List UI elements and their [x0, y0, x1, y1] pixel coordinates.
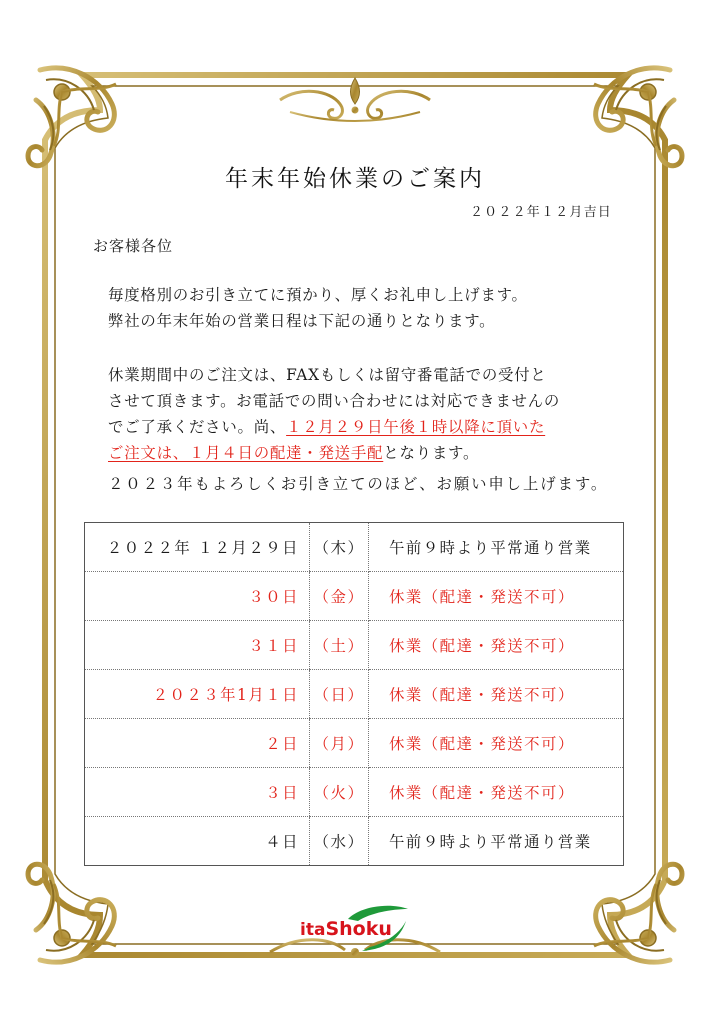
schedule-date: ４日	[85, 817, 310, 866]
highlighted-deadline: １２月２９日午後１時以降に頂いた	[286, 418, 546, 436]
schedule-date: ２日	[85, 719, 310, 768]
schedule-row	[85, 572, 624, 621]
schedule-status: 休業（配達・発送不可）	[369, 572, 624, 621]
greeting-line: 弊社の年末年始の営業日程は下記の通りとなります。	[108, 312, 496, 330]
notice-line	[108, 414, 648, 440]
notice-line: させて頂きます。お電話での問い合わせには対応できませんの	[108, 392, 561, 410]
logo-wordmark	[300, 918, 392, 940]
schedule-row	[85, 670, 624, 719]
holiday-schedule-table	[84, 522, 624, 866]
company-logo	[300, 903, 415, 953]
greeting-paragraph	[108, 282, 648, 334]
schedule-status: 午前９時より平常通り営業	[369, 523, 624, 572]
schedule-row	[85, 523, 624, 572]
schedule-date: ３０日	[85, 572, 310, 621]
schedule-weekday: （火）	[310, 768, 369, 817]
schedule-weekday: （月）	[310, 719, 369, 768]
schedule-weekday: （金）	[310, 572, 369, 621]
schedule-date: ２０２２年 １２月２９日	[85, 523, 310, 572]
closing-line: ２０２３年もよろしくお引き立てのほど、お願い申し上げます。	[108, 475, 609, 493]
schedule-status: 休業（配達・発送不可）	[369, 670, 624, 719]
schedule-weekday: （水）	[310, 817, 369, 866]
notice-paragraph	[108, 362, 648, 466]
highlighted-delivery: ご注文は、１月４日の配達・発送手配	[108, 444, 384, 462]
greeting-line: 毎度格別のお引き立てに預かり、厚くお礼申し上げます。	[108, 286, 528, 304]
top-center-fleur-ornament	[280, 78, 430, 121]
schedule-row	[85, 719, 624, 768]
schedule-weekday: （土）	[310, 621, 369, 670]
notice-text: となります。	[383, 444, 480, 462]
schedule-date: ３１日	[85, 621, 310, 670]
schedule-weekday: （木）	[310, 523, 369, 572]
page-title: 年末年始休業のご案内	[225, 166, 485, 192]
schedule-status: 休業（配達・発送不可）	[369, 621, 624, 670]
notice-line	[108, 440, 648, 466]
schedule-status: 休業（配達・発送不可）	[369, 719, 624, 768]
salutation: お客様各位	[93, 237, 174, 255]
schedule-row	[85, 621, 624, 670]
logo-text-ita: ita	[300, 920, 326, 940]
schedule-date: ２０２３年1月１日	[85, 670, 310, 719]
schedule-date: ３日	[85, 768, 310, 817]
notice-text: でご了承ください。尚、	[108, 418, 287, 436]
notice-line: 休業期間中のご注文は、FAXもしくは留守番電話での受付と	[108, 366, 547, 384]
schedule-row	[85, 768, 624, 817]
schedule-status: 休業（配達・発送不可）	[369, 768, 624, 817]
schedule-status: 午前９時より平常通り営業	[369, 817, 624, 866]
schedule-weekday: （日）	[310, 670, 369, 719]
logo-text-shoku: Shoku	[325, 918, 392, 940]
issue-date: ２０２２年１２月吉日	[469, 205, 612, 220]
schedule-row	[85, 817, 624, 866]
